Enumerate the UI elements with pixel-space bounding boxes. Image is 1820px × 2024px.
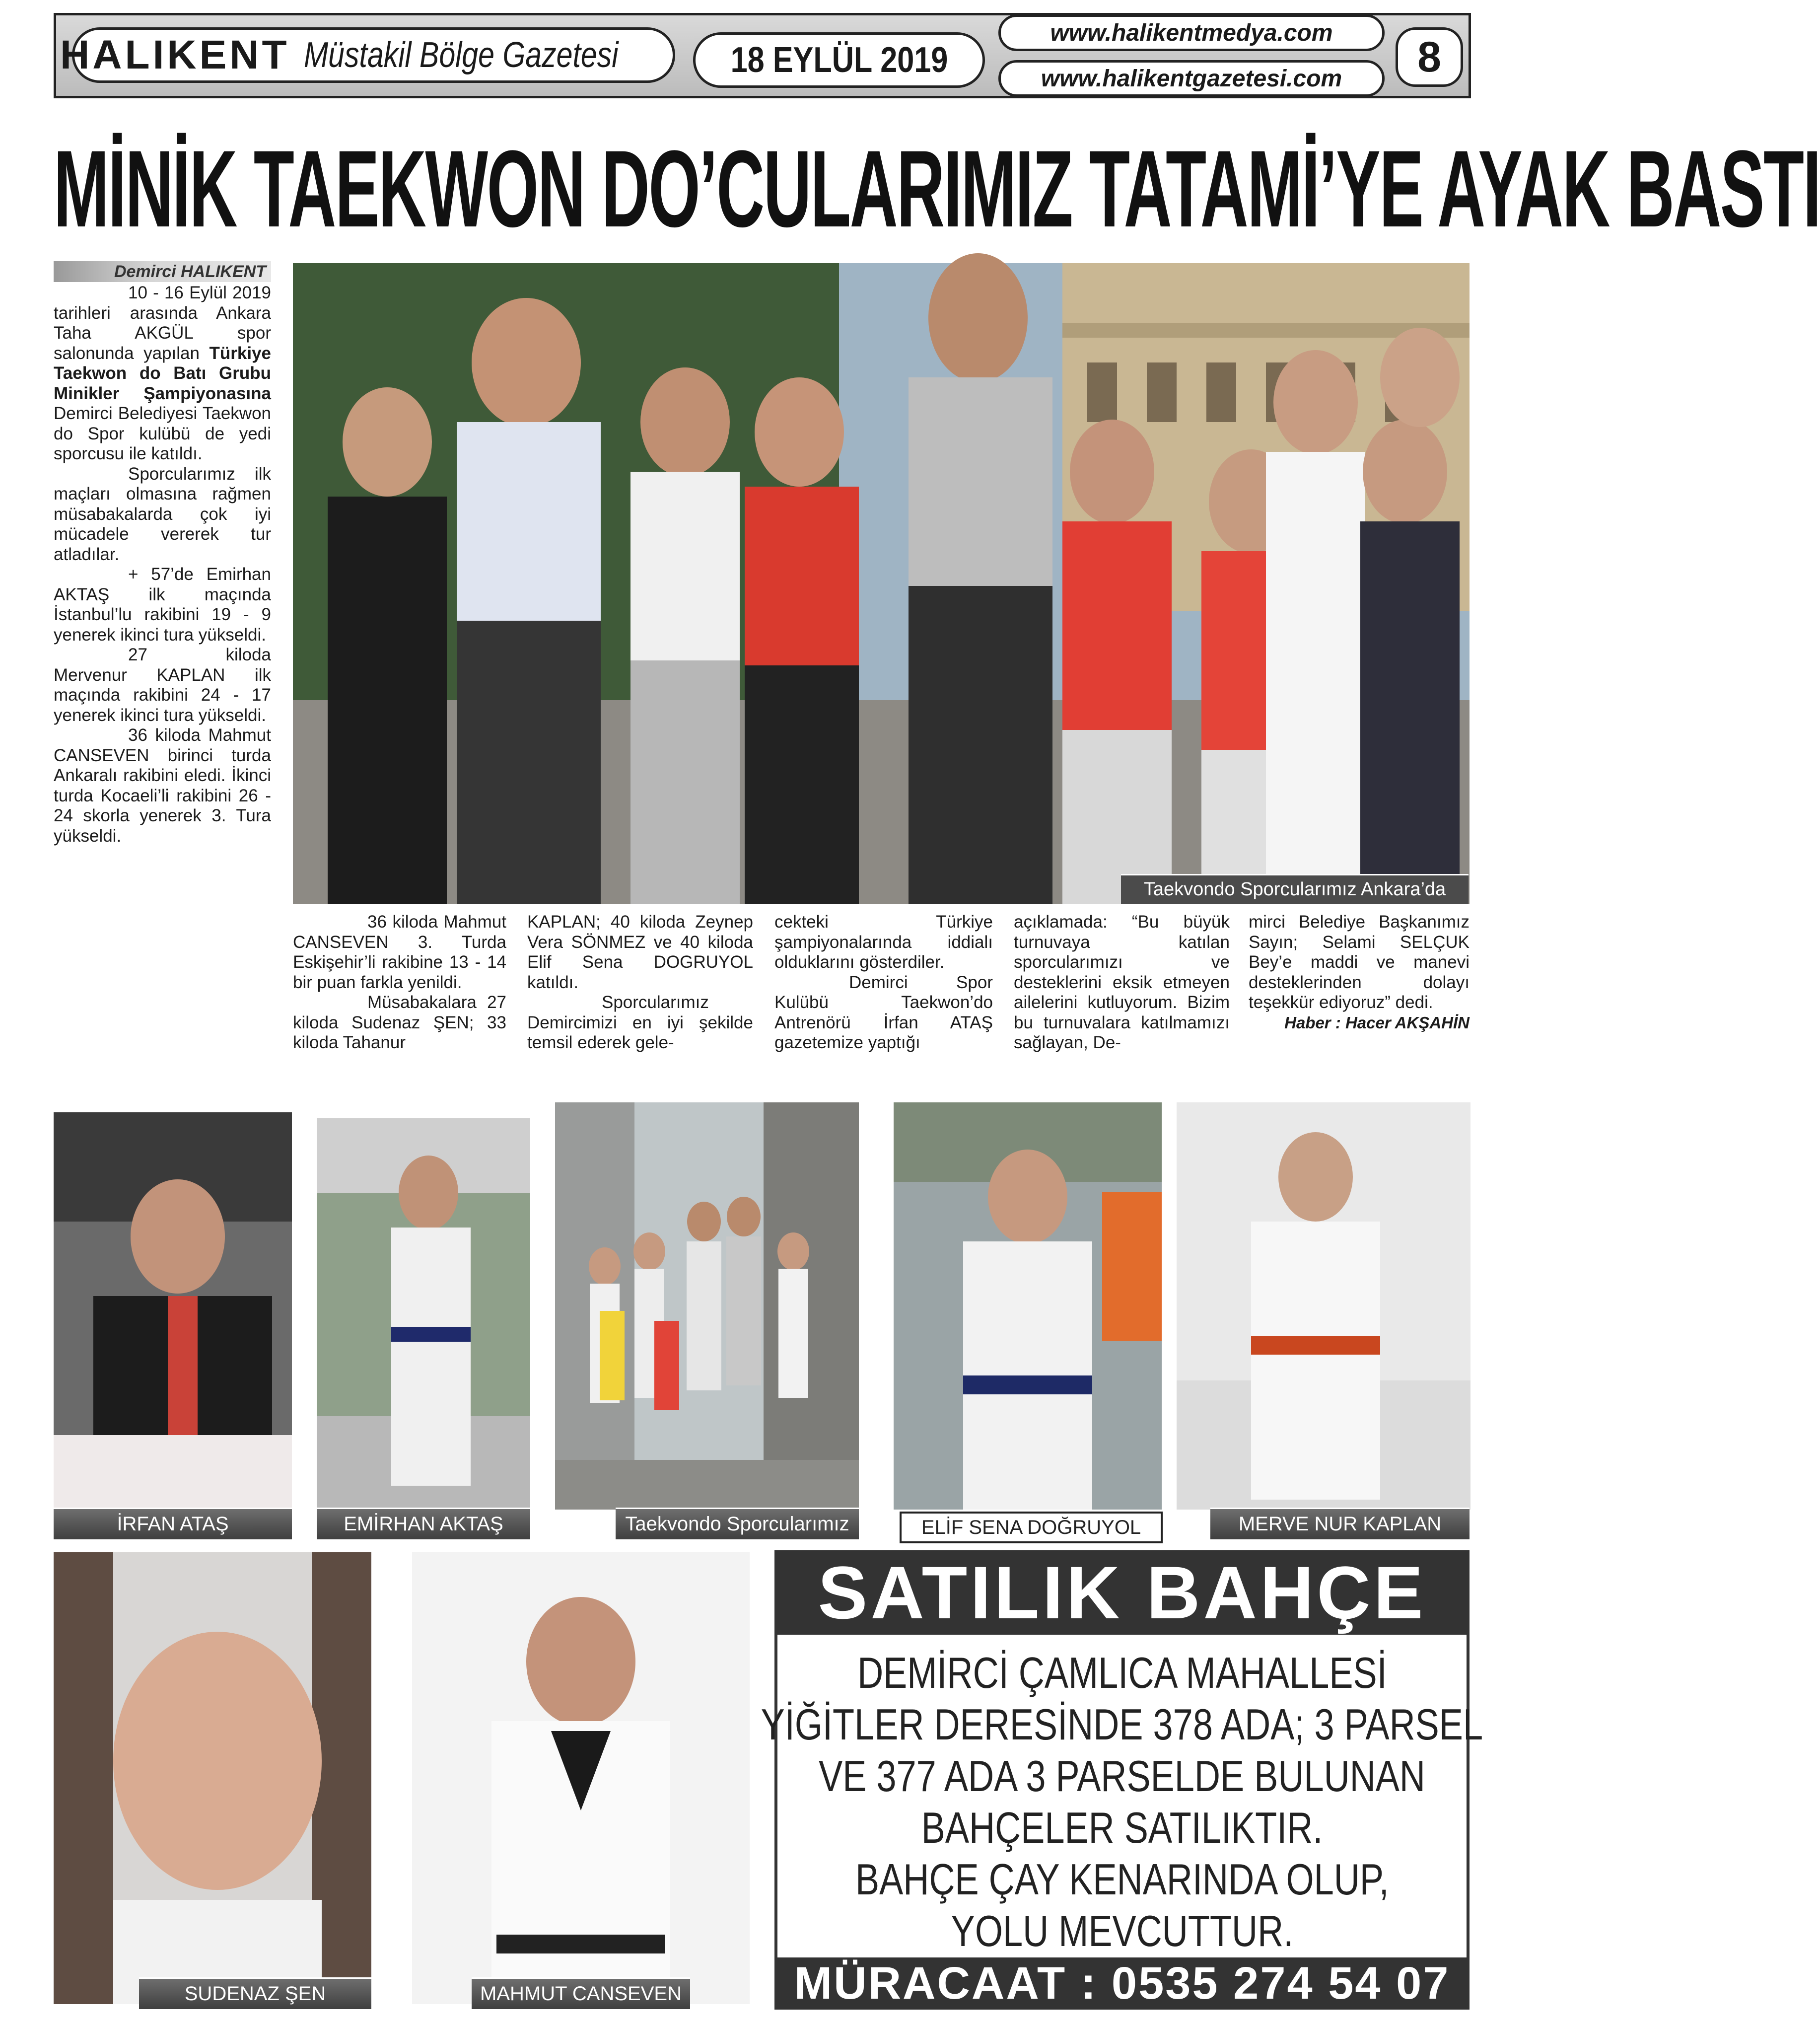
article-paragraph: Sporcularımız Demircimizi en iyi şekilde temsil ederek gele- <box>527 993 753 1052</box>
ad-line: BAHÇELER SATILIKTIR. <box>921 1803 1323 1852</box>
ad-line: YOLU MEVCUTTUR. <box>951 1906 1293 1955</box>
merve-nur-caption: MERVE NUR KAPLAN <box>1210 1508 1470 1539</box>
team-photo-caption: Taekvondo Sporcularımız <box>616 1508 859 1539</box>
team-photo <box>555 1102 859 1510</box>
mahmut-photo-image <box>412 1552 750 2004</box>
article-paragraph: KAPLAN; 40 kiloda Zeynep Vera SÖNMEZ ve 40 kiloda Elif Sena DOGRUYOL katıldı. <box>527 912 753 992</box>
mahmut-canseven-photo <box>412 1552 750 2004</box>
article-paragraph: 36 kiloda Mahmut CANSEVEN 3. Turda Eskişehir’li rakibine 13 - 14 bir puan farkla yenildi. <box>293 912 506 992</box>
team-photo-image <box>555 1102 859 1510</box>
issue-date-box <box>693 32 985 88</box>
article-column-1 <box>54 283 271 846</box>
headline-text: MİNİK TAEKWON DO’CULARIMIZ TATAMİ’YE AYAK BASTI <box>54 128 1820 250</box>
newspaper-subtitle: Müstakil Bölge Gazetesi <box>303 35 618 75</box>
article-paragraph: Sporcularımız ilk maçları olmasına rağmen müsabakalarda çok iyi mücadele vererek tur atladılar. <box>54 464 271 564</box>
article-paragraph: + 57’de Emirhan AKTAŞ ilk maçında İstanbul’lu rakibini 19 - 9 yenerek ikinci tura yükseldi. <box>54 565 271 645</box>
page-number: 8 <box>1396 27 1463 87</box>
ad-line: DEMİRCİ ÇAMLICA MAHALLESİ <box>857 1648 1387 1697</box>
sudenaz-sen-photo <box>54 1552 371 2004</box>
article-paragraph: açıklamada: “Bu büyük turnuvaya katılan sporcularımızı ve desteklerini eksik etmeyen ailelerini kutluyorum. Bizim bu turnuvalara katılmamızı sağlayan, De- <box>1014 912 1230 1052</box>
website-link-1[interactable]: www.halikentmedya.com <box>998 14 1385 51</box>
group-photo-image <box>293 263 1470 904</box>
emirhan-photo-image <box>317 1118 530 1511</box>
ad-title: SATILIK BAHÇE <box>774 1550 1470 1635</box>
article-paragraph: cekteki Türkiye şampiyonalarında iddialı olduklarını gösterdiler. <box>774 912 993 972</box>
masthead <box>54 13 1471 98</box>
article-paragraph <box>54 283 271 464</box>
issue-date: 18 EYLÜL 2019 <box>730 40 948 80</box>
coach-photo-image <box>54 1112 292 1510</box>
newspaper-name-box <box>60 27 675 83</box>
irfan-atas-photo <box>54 1112 292 1510</box>
article-paragraph: 36 kiloda Mahmut CANSEVEN birinci turda Ankaralı rakibini eledi. İkinci turda Kocaeli’li rakibini 26 - 24 skorla yenerek 3. Tura yükseldi. <box>54 725 271 846</box>
ad-line: BAHÇE ÇAY KENARINDA OLUP, <box>855 1855 1389 1904</box>
website-link-2[interactable]: www.halikentgazetesi.com <box>998 60 1385 97</box>
elif-sena-caption: ELİF SENA DOĞRUYOL <box>900 1512 1163 1543</box>
article-column-6 <box>1249 912 1470 1033</box>
sudenaz-photo-image <box>54 1552 371 2004</box>
emirhan-aktas-photo <box>317 1118 530 1511</box>
article-text: Demirci Belediyesi Taekwon do Spor kulübü de yedi sporcusu ile katıldı. <box>54 404 271 463</box>
ad-contact-phone[interactable]: MÜRACAAT : 0535 274 54 07 <box>774 1957 1470 2010</box>
ad-body <box>761 1635 1483 1957</box>
article-paragraph: Demirci Spor Kulübü Taekwon’do Antrenörü İrfan ATAŞ gazetemize yaptığı <box>774 972 993 1052</box>
irfan-atas-caption: İRFAN ATAŞ <box>54 1508 292 1539</box>
article-paragraph: mirci Belediye Başkanımız Sayın; Selami SELÇUK Bey’e maddi ve manevi desteklerinden dolayı teşekkür ediyoruz” dedi. <box>1249 912 1470 1012</box>
ad-line: VE 377 ADA 3 PARSELDE BULUNAN <box>819 1751 1425 1801</box>
newspaper-brand: HALIKENT <box>60 32 290 77</box>
main-group-photo <box>293 263 1470 904</box>
article-paragraph: Müsabakalara 27 kiloda Sudenaz ŞEN; 33 kiloda Tahanur <box>293 993 506 1052</box>
for-sale-ad <box>761 1550 1483 2010</box>
elif-photo-image <box>894 1102 1162 1510</box>
article-author: Haber : Hacer AKŞAHİN <box>1284 1013 1470 1032</box>
headline <box>54 128 1820 250</box>
merve-photo-image <box>1177 1102 1470 1510</box>
main-photo-caption: Taekvondo Sporcularımız Ankara’da <box>1121 874 1469 904</box>
byline <box>54 261 271 282</box>
ad-line: YİĞİTLER DERESİNDE 378 ADA; 3 PARSEL <box>761 1700 1483 1749</box>
byline-text: Demirci HALIKENT <box>114 262 266 281</box>
championship-name: Türkiye Taekwon do Batı Grubu Minikler Şampiyonasına <box>54 343 271 403</box>
merve-nur-photo <box>1177 1102 1470 1510</box>
mahmut-canseven-caption: MAHMUT CANSEVEN <box>472 1977 690 2009</box>
article-column-5 <box>1014 912 1230 1053</box>
article-paragraph: 27 kiloda Mervenur KAPLAN ilk maçında rakibini 24 - 17 yenerek ikinci tura yükseldi. <box>54 645 271 725</box>
article-column-2 <box>293 912 506 1053</box>
emirhan-aktas-caption: EMİRHAN AKTAŞ <box>317 1508 530 1539</box>
article-column-3 <box>527 912 753 1053</box>
article-text: 10 - 16 Eylül 2019 tarihleri arasında Ankara Taha AKGÜL spor salonunda yapılan <box>54 283 271 363</box>
elif-sena-photo <box>894 1102 1162 1510</box>
article-column-4 <box>774 912 993 1053</box>
sudenaz-sen-caption: SUDENAZ ŞEN <box>139 1977 371 2009</box>
